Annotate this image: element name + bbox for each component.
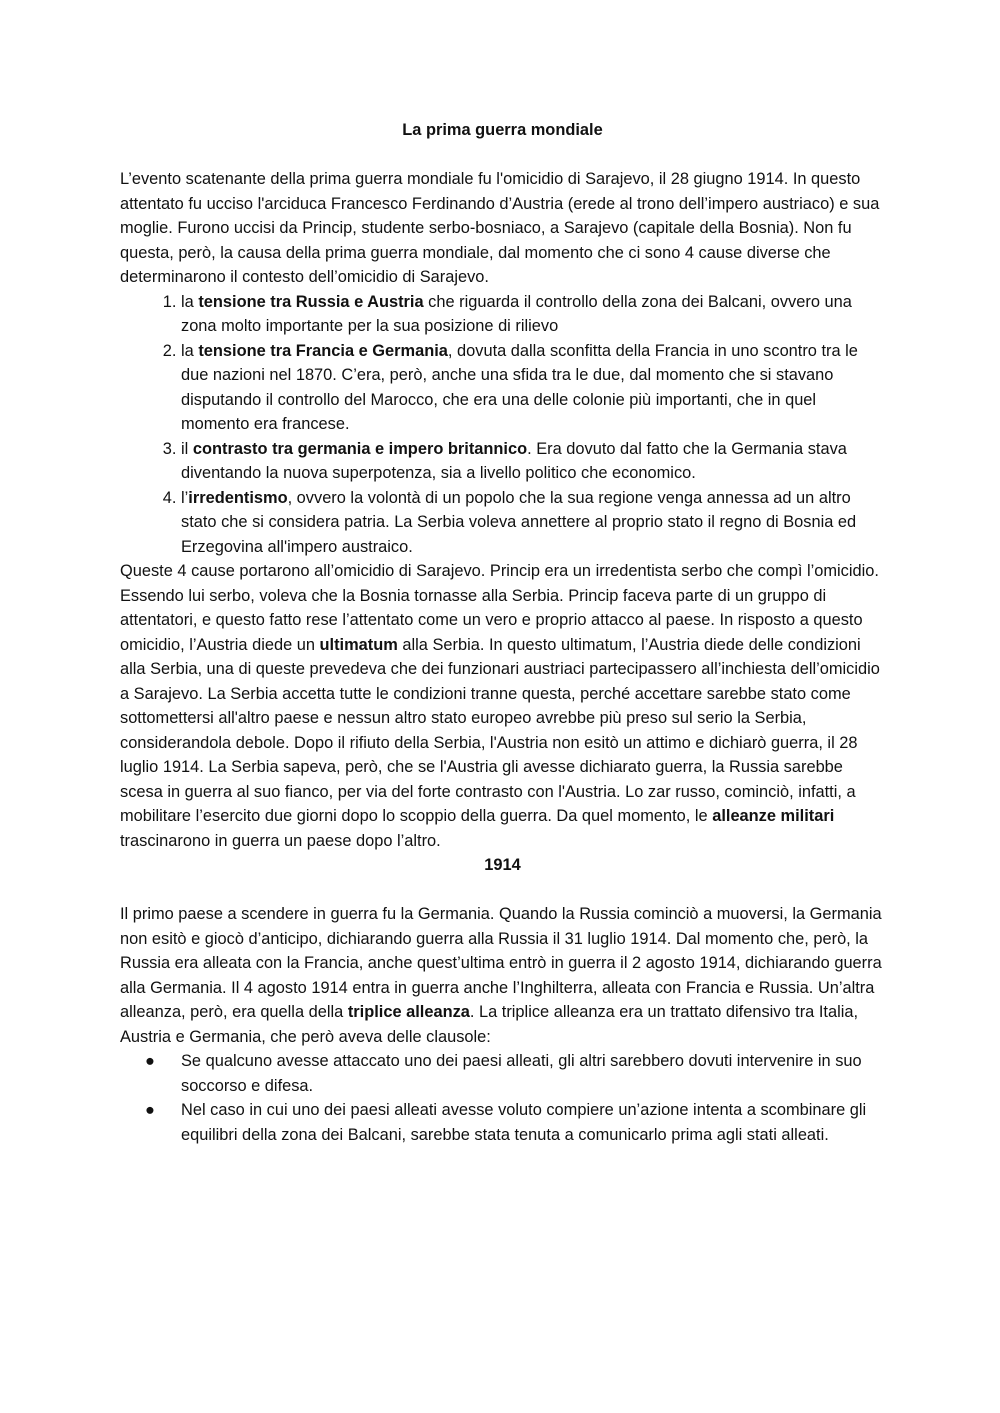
cause-pre: il: [181, 439, 193, 458]
clause-text: Se qualcuno avesse attaccato uno dei paesi alleati, gli altri sarebbero dovuti intervenire in suo soccorso e difesa.: [181, 1052, 862, 1095]
section-heading-1914: 1914: [484, 856, 521, 874]
cause-pre: la: [181, 341, 199, 360]
cause-bold: irredentismo: [188, 488, 288, 507]
cause-pre: la: [181, 292, 199, 311]
cause-post: , ovvero la volontà di un popolo che la sua regione venga annessa ad un altro stato che si considera patria. La Serbia voleva annettere al proprio stato il regno di Bosnia ed Erzegovina all'impero austraico.: [181, 488, 857, 556]
paragraph-text: trascinarono in guerra un paese dopo l’altro.: [120, 831, 441, 850]
cause-post: che riguarda il controllo della zona dei Balcani, ovvero una zona molto importante per la sua posizione di rilievo: [181, 292, 852, 335]
paragraph-text: . La triplice alleanza era un trattato difensivo tra Italia, Austria e Germania, che però aveva delle clausole:: [120, 1003, 859, 1046]
triple-alliance-bold: triplice alleanza: [347, 1003, 470, 1021]
cause-bold: tensione tra Russia e Austria: [198, 292, 424, 311]
cause-post: , dovuta dalla sconfitta della Francia in uno scontro tra le due nazioni nel 1870. C’era, però, anche una sfida tra le due, dal momento che si stavano disputando il controllo del Marocco, che era una delle colonie più importanti, che in quel momento era francese.: [181, 341, 858, 433]
cause-bold: tensione tra Francia e Germania: [198, 341, 448, 360]
cause-item: [181, 486, 885, 560]
clauses-list: [120, 1049, 885, 1147]
paragraph-text: alla Serbia. In questo ultimatum, l’Austria diede delle condizioni alla Serbia, una di queste prevedeva che dei funzionari austriaci partecipassero all’inchiesta dell’omicidio a Sarajevo. La Serbia accetta tutte le condizioni tranne questa, perché accettare sarebbe stato come sottomettersi all'altro paese e nessun altro stato europeo avrebbe più preso sul serio la Serbia, considerandola debole. Dopo il rifiuto della Serbia, l'Austria non esitò un attimo e dichiarò guerra, il 28 luglio 1914. La Serbia sapeva, però, che se l'Austria gli avesse dichiarato guerra, la Russia sarebbe scesa in guerra al suo fianco, per via del forte contrasto con l'Austria. Lo zar russo, cominciò, infatti, a mobilitare l’esercito due giorni dopo lo scoppio della guerra. Da quel momento, le: [120, 635, 880, 825]
cause-bold: contrasto tra germania e impero britannico: [192, 439, 528, 458]
intro-paragraph: L’evento scatenante della prima guerra mondiale fu l'omicidio di Sarajevo, il 28 giugno 1914. In questo attentato fu ucciso l'arciduca Francesco Ferdinando d’Austria (erede al trono dell’impero austriaco) e sua moglie. Furono uccisi da Princip, studente serbo-bosniaco, a Sarajevo (capitale della Bosnia). Non fu questa, però, la causa della prima guerra mondiale, dal momento che ci sono 4 cause diverse che determinarono il contesto dell’omicidio di Sarajevo.: [120, 170, 880, 286]
clause-item: [145, 1098, 885, 1147]
cause-pre: l’: [181, 488, 189, 507]
cause-item: [181, 290, 885, 339]
document-title: La prima guerra mondiale: [402, 121, 603, 139]
sarajevo-paragraph: [120, 559, 885, 853]
bullet-icon: ●: [145, 1052, 155, 1070]
causes-list: [120, 290, 885, 560]
cause-item: [181, 437, 885, 486]
ultimatum-bold: ultimatum: [319, 635, 398, 654]
clause-text: Nel caso in cui uno dei paesi alleati avesse voluto compiere un’azione intenta a scombinare gli equilibri della zona dei Balcani, sarebbe stata tenuta a comunicarlo prima agli stati alleati.: [181, 1101, 867, 1144]
cause-post: . Era dovuto dal fatto che la Germania stava diventando la nuova superpotenza, sia a livello politico che economico.: [181, 439, 847, 482]
paragraph-text: Il primo paese a scendere in guerra fu la Germania. Quando la Russia cominciò a muoversi, la Germania non esitò e giocò d’anticipo, dichiarando guerra alla Russia il 31 luglio 1914. Dal momento che, però, la Russia era alleata con la Francia, anche quest’ultima entrò in guerra il 2 agosto 1914, dichiarando guerra alla Germania. Il 4 agosto 1914 entra in guerra anche l’Inghilterra, alleata con Francia e Russia. Un’altra alleanza, però, era quella della: [120, 905, 882, 1021]
war-1914-paragraph: [120, 902, 885, 1049]
paragraph-text: Queste 4 cause portarono all’omicidio di Sarajevo. Princip era un irredentista serbo che compì l’omicidio. Essendo lui serbo, voleva che la Bosnia tornasse alla Serbia. Princip faceva parte di un gruppo di attentatori, e questo fatto rese l’attentato come un vero e proprio attacco al paese. In risposto a questo omicidio, l’Austria diede un: [120, 562, 879, 654]
cause-item: [181, 339, 885, 437]
bullet-icon: ●: [145, 1101, 155, 1119]
clause-item: [145, 1049, 885, 1098]
alliances-bold: alleanze militari: [712, 807, 835, 825]
document-page: [120, 118, 885, 1147]
